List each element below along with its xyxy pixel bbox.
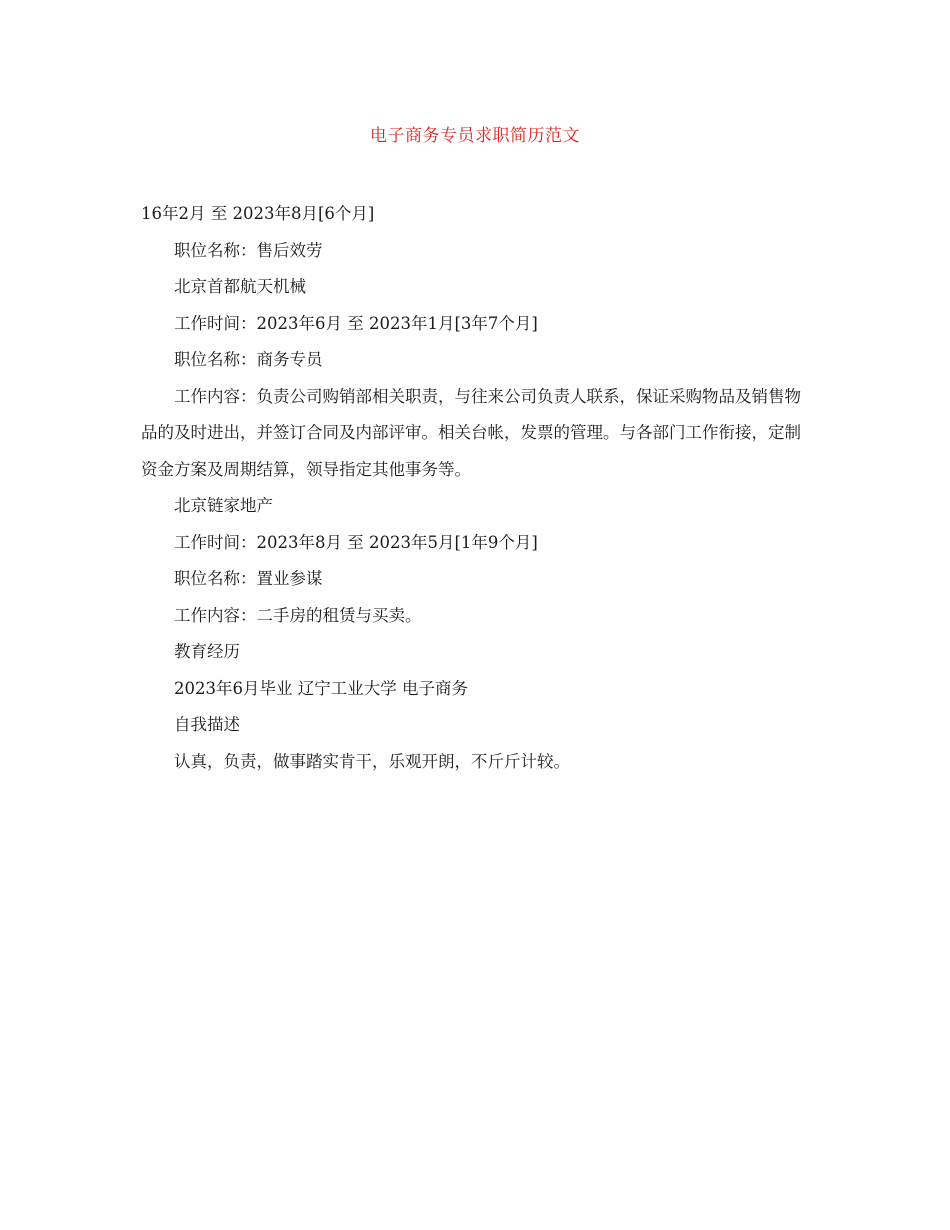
position-title-line: 职位名称：置业参谋	[174, 569, 323, 588]
work-time-line: 工作时间：2023年8月 至 2023年5月[1年9个月]	[174, 532, 538, 552]
work-time-line: 工作时间：2023年6月 至 2023年1月[3年7个月]	[174, 313, 538, 333]
work-content-paragraph: 工作内容：二手房的租赁与买卖。	[174, 605, 422, 625]
position-title-line: 职位名称：商务专员	[174, 350, 323, 369]
position-title-line: 职位名称：售后效劳	[174, 240, 323, 260]
company-name-line: 北京链家地产	[174, 496, 273, 515]
self-description-text: 认真，负责，做事踏实肯干，乐观开朗，不斤斤计较。	[174, 751, 570, 771]
document-body	[141, 196, 813, 780]
document-title: 电子商务专员求职简历范文	[370, 126, 580, 146]
self-description-heading: 自我描述	[174, 715, 240, 734]
employment-period-line: 16年2月 至 2023年8月[6个月]	[141, 204, 375, 223]
education-heading: 教育经历	[174, 642, 240, 661]
education-entry: 2023年6月毕业 辽宁工业大学 电子商务	[174, 678, 468, 698]
work-content-paragraph: 工作内容：负责公司购销部相关职责，与往来公司负责人联系，保证采购物品及销售物品的及时进出，并签订合同及内部评审。相关台帐，发票的管理。与各部门工作衔接，定制资金方案及周期结算，领导指定其他事务等。	[141, 386, 801, 479]
company-name-line: 北京首都航天机械	[174, 277, 306, 296]
